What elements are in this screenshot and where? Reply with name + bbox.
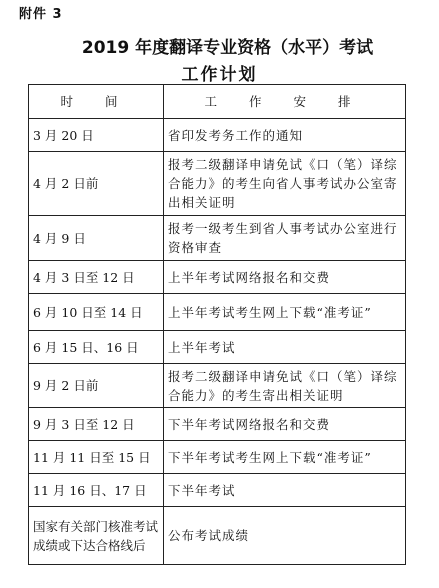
table-header-row [29, 85, 406, 119]
work-cell: 省印发考务工作的通知 [164, 119, 406, 152]
work-cell: 报考一级考生到省人事考试办公室进行资格审查 [164, 216, 406, 261]
attachment-label: 附件 3 [19, 7, 63, 22]
time-cell: 4 月 3 日至 12 日 [29, 261, 164, 294]
table-row [29, 507, 406, 565]
work-cell: 公布考试成绩 [164, 507, 406, 565]
table-row [29, 261, 406, 294]
table-row [29, 441, 406, 474]
work-cell: 下半年考试考生网上下载“准考证” [164, 441, 406, 474]
table-row [29, 119, 406, 152]
work-cell: 下半年考试网络报名和交费 [164, 408, 406, 441]
time-cell: 11 月 11 日至 15 日 [29, 441, 164, 474]
table-row [29, 364, 406, 408]
time-cell: 6 月 10 日至 14 日 [29, 294, 164, 331]
table-row [29, 408, 406, 441]
work-cell: 下半年考试 [164, 474, 406, 507]
work-cell: 报考二级翻译申请免试《口（笔）译综合能力》的考生向省人事考试办公室寄出相关证明 [164, 152, 406, 216]
work-cell: 上半年考试 [164, 331, 406, 364]
time-cell: 4 月 2 日前 [29, 152, 164, 216]
document-subtitle: 工作计划 [181, 65, 258, 85]
schedule-table [28, 84, 406, 565]
table-row [29, 331, 406, 364]
time-cell: 4 月 9 日 [29, 216, 164, 261]
time-cell: 9 月 3 日至 12 日 [29, 408, 164, 441]
table-row [29, 294, 406, 331]
document-title: 2019 年度翻译专业资格（水平）考试 [81, 38, 374, 58]
work-cell: 报考二级翻译申请免试《口（笔）译综合能力》的考生寄出相关证明 [164, 364, 406, 408]
header-work: 工 作 安 排 [164, 85, 406, 119]
work-cell: 上半年考试考生网上下载“准考证” [164, 294, 406, 331]
time-cell: 国家有关部门核准考试成绩或下达合格线后 [29, 507, 164, 565]
table-row [29, 152, 406, 216]
table-row [29, 216, 406, 261]
time-cell: 3 月 20 日 [29, 119, 164, 152]
work-cell: 上半年考试网络报名和交费 [164, 261, 406, 294]
time-cell: 6 月 15 日、16 日 [29, 331, 164, 364]
table-row [29, 474, 406, 507]
header-time: 时 间 [29, 85, 164, 119]
time-cell: 11 月 16 日、17 日 [29, 474, 164, 507]
time-cell: 9 月 2 日前 [29, 364, 164, 408]
